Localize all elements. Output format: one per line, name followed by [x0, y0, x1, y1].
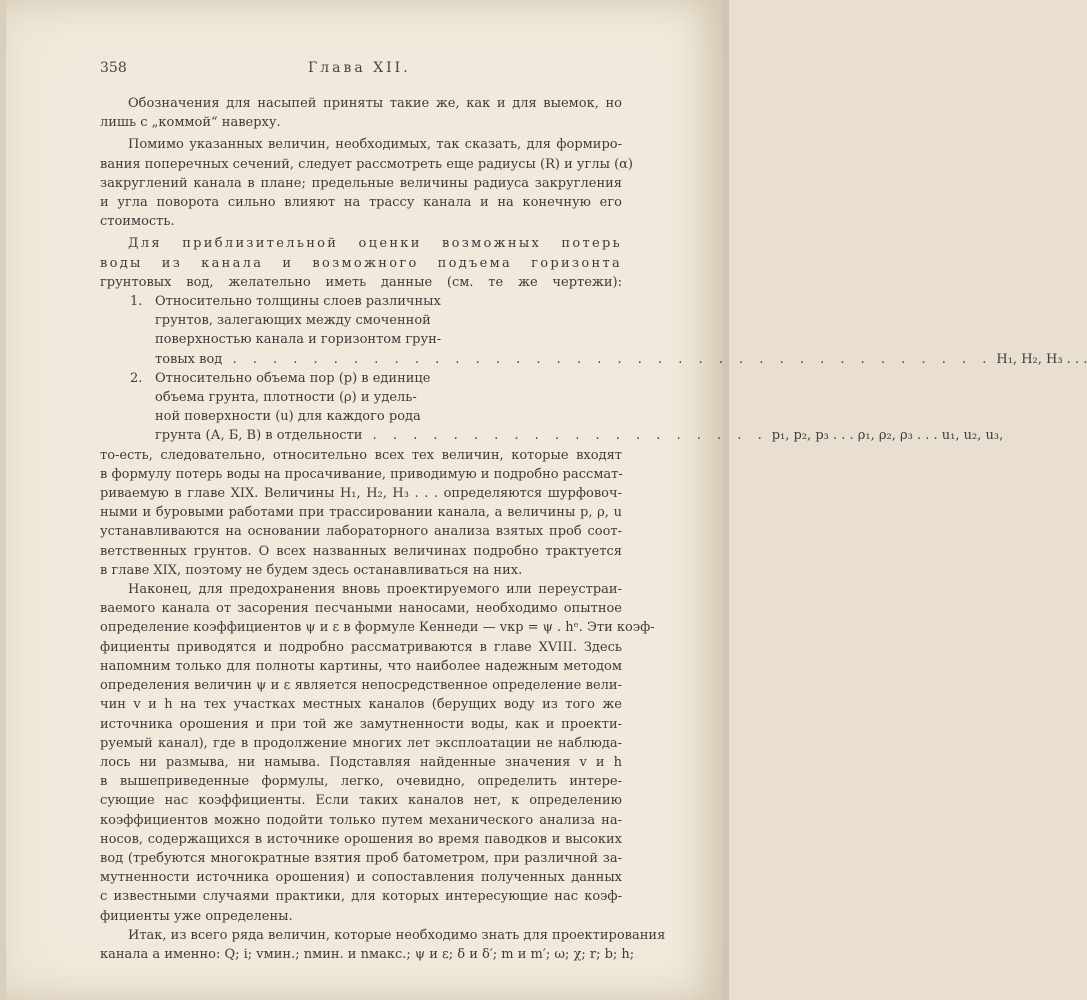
text-line: в формулу потерь воды на просачивание, приводимую и подробно рассмат-: [100, 466, 623, 482]
list-item-number: 2.: [130, 370, 143, 386]
text-line: Помимо указанных величин, необходимых, так сказать, для формиро-: [128, 137, 622, 153]
page-number: 358: [100, 60, 127, 76]
text-line: источника орошения и при той же замутненности воды, как и проекти-: [100, 716, 622, 732]
paragraph: [100, 94, 622, 132]
paragraph: [100, 580, 655, 926]
paragraph: [100, 926, 666, 964]
page-header: [100, 60, 620, 80]
text-line: носов, содержащихся в источнике орошения во время паводков и высоких: [100, 831, 622, 847]
text-line: мутненности источника орошения) и сопоставления полученных данных: [100, 870, 622, 886]
text-line: коэффициентов можно подойти только путем механического анализа на-: [100, 812, 622, 828]
text-line: с известными случаями практики, для которых интересующие нас коэф-: [100, 889, 622, 905]
text-line: чин v и h на тех участках местных каналов (берущих воду из того же: [100, 697, 622, 713]
text-line: вод (требуются многократные взятия проб батометром, при различной за-: [100, 850, 622, 866]
text-line: Обозначения для насыпей приняты такие же, как и для выемок, но: [128, 96, 622, 111]
text-line: фициенты приводятся и подробно рассматриваются в главе XVIII. Здесь: [100, 639, 622, 655]
text-line: риваемую в главе XIX. Величины H₁, H₂, H₃ . . . определяются шурфовоч-: [100, 486, 622, 502]
text-line: Итак, из всего ряда величин, которые необходимо знать для проектирования: [128, 927, 666, 943]
text-line: лось ни размыва, ни намыва. Подставляя найденные значения v и h: [100, 754, 622, 770]
list-item-line: Относительно объема пор (p) в единице: [155, 370, 431, 386]
list-item-line: грунтов, залегающих между смоченной: [155, 313, 431, 329]
text-line: Наконец, для предохранения вновь проектируемого или переустраи-: [128, 582, 622, 598]
text-line: канала а именно: Q; i; vмин.; nмин. и nмакс.; ψ и ε; δ и δ′; m и m′; ω; χ; r; b; h;: [100, 946, 635, 962]
list-item-values: p₁, p₂, p₃ . . . ρ₁, ρ₂, ρ₃ . . . u₁, u₂, u₃,: [771, 428, 1004, 444]
list-item-leader-line: [155, 350, 1087, 369]
text-line: ными и буровыми работами при трассировании канала, а величины p, ρ, u: [100, 505, 622, 521]
text-line: то-есть, следовательно, относительно всех тех величин, которые входят: [100, 447, 622, 463]
text-line: стоимость.: [100, 214, 175, 230]
list-item-leader-line: [155, 426, 1004, 445]
text-line: ваемого канала от засорения песчаными наносами, необходимо опытное: [100, 601, 622, 617]
text-line: устанавливаются на основании лабораторного анализа взятых проб соот-: [100, 524, 622, 540]
paragraph: [100, 135, 634, 231]
paragraph: [100, 446, 622, 580]
list-item-number: 1.: [130, 294, 143, 310]
list-item-line: Относительно толщины слоев различных: [155, 294, 441, 310]
text-line: ветственных грунтов. О всех названных величинах подробно трактуется: [100, 543, 622, 559]
text-line: в вышеприведенные формулы, легко, очевидно, определить интере-: [100, 774, 622, 790]
text-line: фициенты уже определены.: [100, 908, 293, 924]
text-line: закруглений канала в плане; предельные величины радиуса закругления: [100, 175, 622, 191]
text-line: руемый канал), где в продолжение многих лет эксплоатации не наблюда-: [100, 735, 622, 751]
leader-dots: . . . . . . . . . . . . . . . . . . . .: [362, 428, 768, 444]
text-line: определения величин ψ и ε является непосредственное определение вели-: [100, 678, 622, 694]
leader-dots: . . . . . . . . . . . . . . . . . . . . . . . . . . . . . . . . . . . . . .: [222, 351, 993, 367]
list-item-line: ной поверхности (u) для каждого рода: [155, 409, 421, 425]
chapter-title: Глава XII.: [308, 60, 411, 76]
text-line: грунтовых вод, желательно иметь данные (см. те же чертежи):: [100, 274, 622, 290]
text-line: вания поперечных сечений, следует рассмотреть еще радиусы (R) и углы (α): [100, 156, 634, 172]
list-item-line: объема грунта, плотности (ρ) и удель-: [155, 390, 417, 406]
text-line: Для приблизительной оценки возможных потерь: [128, 236, 622, 252]
page-right-edge: [722, 0, 729, 1000]
spaced-paragraph: [100, 234, 622, 292]
list-item: [100, 292, 1087, 369]
list-item-line: поверхностью канала и горизонтом грун-: [155, 332, 442, 348]
body-text: [100, 94, 1087, 964]
list-item-values: H₁, H₂, H₃ . . .: [996, 351, 1087, 367]
list-item-lead-text: товых вод: [155, 351, 223, 367]
text-line: в главе XIX, поэтому не будем здесь останавливаться на них.: [100, 562, 523, 578]
text-line: определение коэффициентов ψ и ε в формуле Кеннеди — vкр = ψ . hᵉ. Эти коэф-: [100, 620, 655, 636]
list-item-lead-text: грунта (А, Б, В) в отдельности: [155, 428, 363, 444]
text-line: сующие нас коэффициенты. Если таких каналов нет, к определению: [100, 793, 622, 809]
text-line: воды из канала и возможного подъема горизонта: [100, 255, 622, 271]
list-item: [100, 369, 1004, 446]
text-line: напомним только для полноты картины, что наиболее надежным методом: [100, 658, 622, 674]
text-line: и угла поворота сильно влияют на трассу канала и на конечную его: [100, 195, 622, 211]
text-line: лишь с „коммой“ наверху.: [100, 115, 281, 131]
